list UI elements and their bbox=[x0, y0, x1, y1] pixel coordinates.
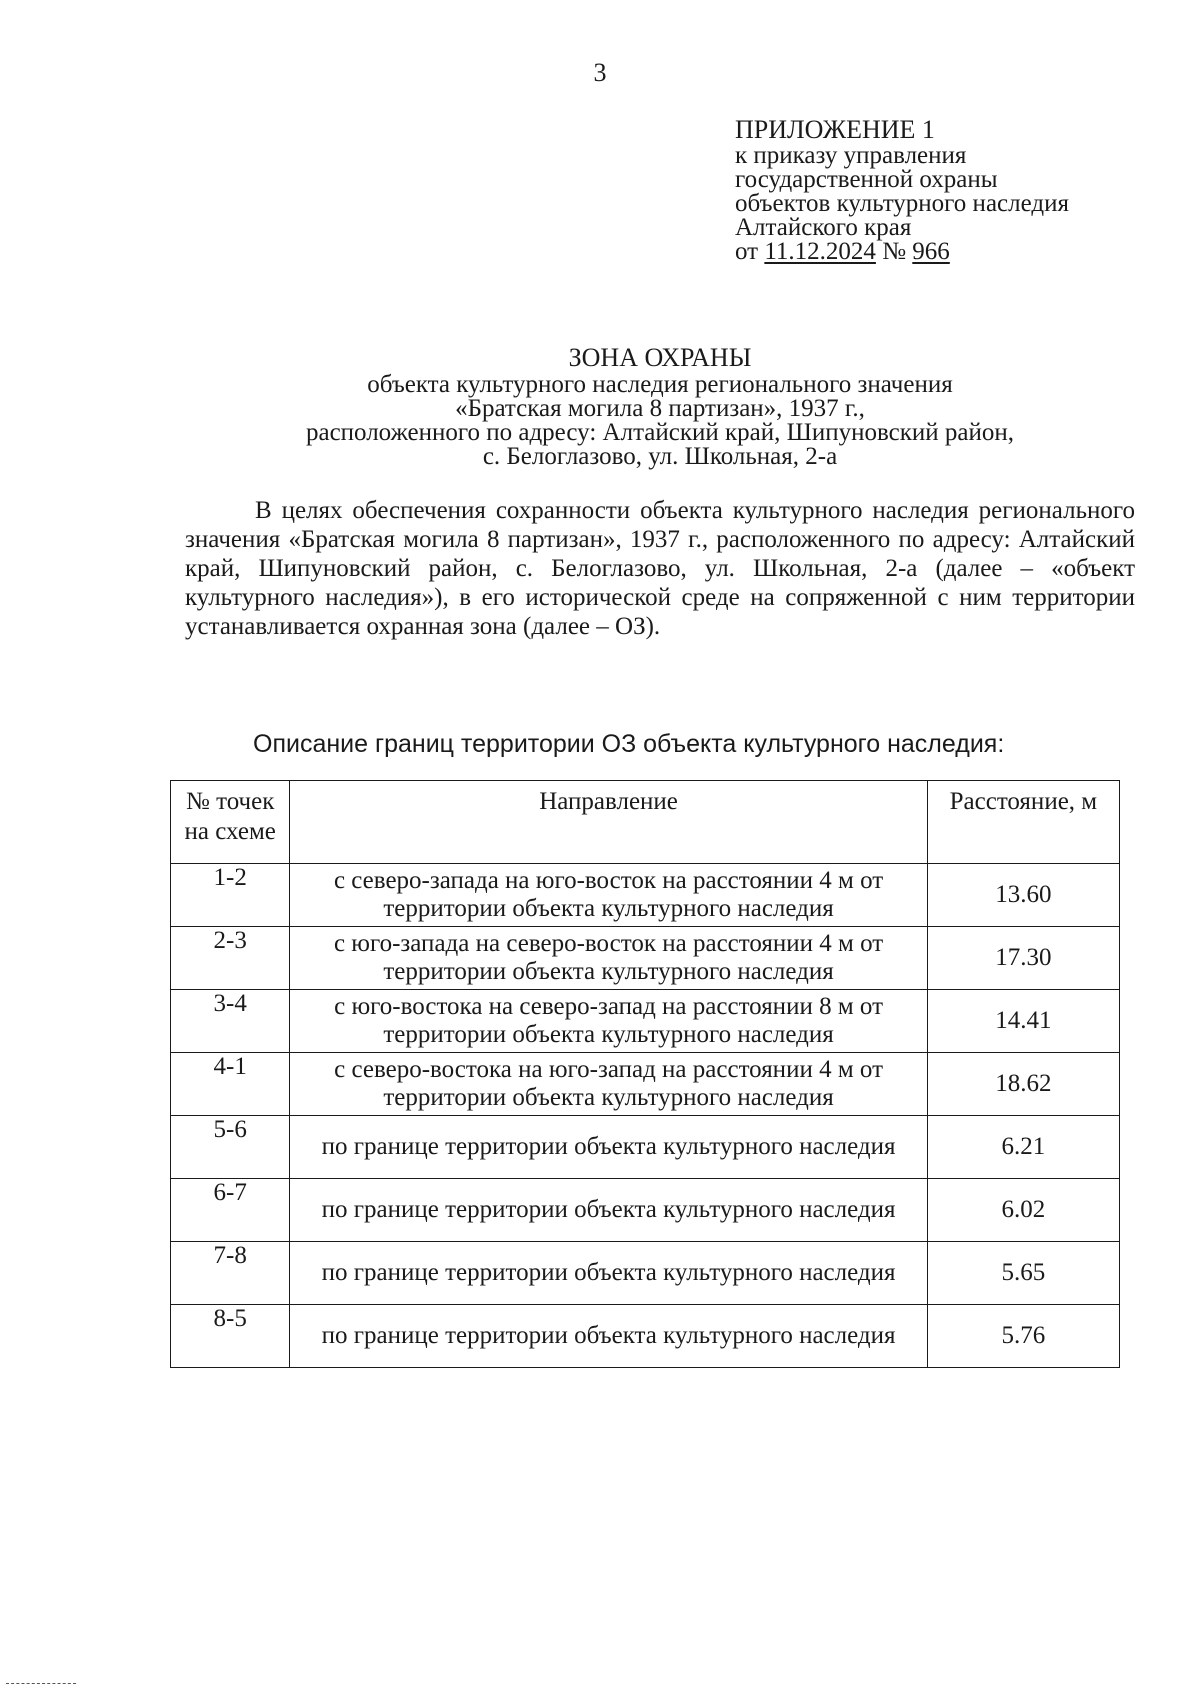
order-number: 966 bbox=[912, 238, 950, 265]
table-header-row bbox=[171, 781, 1120, 864]
number-prefix: № bbox=[882, 238, 907, 265]
table-row bbox=[171, 990, 1120, 1053]
cell-direction: по границе территории объекта культурного наследия bbox=[290, 1305, 927, 1368]
date-prefix: от bbox=[735, 238, 759, 265]
cell-direction: по границе территории объекта культурного наследия bbox=[290, 1116, 927, 1179]
appendix-line: государственной охраны bbox=[735, 166, 998, 193]
cell-points: 7-8 bbox=[171, 1242, 290, 1305]
table-row bbox=[171, 1053, 1120, 1116]
cell-direction: с северо-востока на юго-запад на расстоянии 4 м от территории объекта культурного наследия bbox=[290, 1053, 927, 1116]
cell-distance: 14.41 bbox=[927, 990, 1119, 1053]
zone-title: ЗОНА ОХРАНЫ bbox=[568, 343, 752, 372]
table-row bbox=[171, 1116, 1120, 1179]
cell-direction: по границе территории объекта культурного наследия bbox=[290, 1179, 927, 1242]
cell-distance: 6.02 bbox=[927, 1179, 1119, 1242]
cell-direction: с юго-востока на северо-запад на расстоянии 8 м от территории объекта культурного наследия bbox=[290, 990, 927, 1053]
cell-direction: с юго-запада на северо-восток на расстоянии 4 м от территории объекта культурного наследия bbox=[290, 927, 927, 990]
order-date: 11.12.2024 bbox=[764, 238, 876, 265]
cell-points: 8-5 bbox=[171, 1305, 290, 1368]
page-number: 3 bbox=[593, 58, 607, 87]
scan-artifact-line bbox=[6, 1683, 76, 1686]
zone-subtitle-line: объекта культурного наследия регионального значения bbox=[367, 371, 953, 398]
table-caption: Описание границ территории ОЗ объекта культурного наследия: bbox=[253, 730, 1005, 758]
cell-distance: 5.76 bbox=[927, 1305, 1119, 1368]
cell-distance: 6.21 bbox=[927, 1116, 1119, 1179]
cell-distance: 13.60 bbox=[927, 864, 1119, 927]
cell-distance: 17.30 bbox=[927, 927, 1119, 990]
zone-subtitle-line: «Братская могила 8 партизан», 1937 г., bbox=[455, 395, 865, 422]
table-row bbox=[171, 927, 1120, 990]
appendix-line: объектов культурного наследия bbox=[735, 190, 1069, 217]
header-points: № точек на схеме bbox=[171, 781, 290, 864]
intro-paragraph: В целях обеспечения сохранности объекта культурного наследия регионального значения «Братская могила 8 партизан», 1937 г., расположенного по адресу: Алтайский край, Шипуновский район, с. Белоглазово, ул. Школьная, 2-а (далее – «объект культурного наследия»), в его исторической среде на сопряженной с ним территории устанавливается охранная зона (далее – ОЗ). bbox=[185, 497, 1135, 640]
cell-points: 2-3 bbox=[171, 927, 290, 990]
appendix-title: ПРИЛОЖЕНИЕ 1 bbox=[735, 115, 935, 144]
appendix-line: Алтайского края bbox=[735, 214, 912, 241]
table-row bbox=[171, 1242, 1120, 1305]
table-row bbox=[171, 1305, 1120, 1368]
cell-points: 4-1 bbox=[171, 1053, 290, 1116]
header-distance: Расстояние, м bbox=[927, 781, 1119, 864]
cell-distance: 18.62 bbox=[927, 1053, 1119, 1116]
cell-points: 5-6 bbox=[171, 1116, 290, 1179]
zone-heading bbox=[180, 343, 1140, 469]
appendix-date-line bbox=[735, 240, 1175, 264]
cell-direction: с северо-запада на юго-восток на расстоянии 4 м от территории объекта культурного наследия bbox=[290, 864, 927, 927]
cell-points: 6-7 bbox=[171, 1179, 290, 1242]
header-direction: Направление bbox=[290, 781, 927, 864]
table-row bbox=[171, 864, 1120, 927]
zone-subtitle-line: с. Белоглазово, ул. Школьная, 2-а bbox=[482, 443, 838, 470]
table-row bbox=[171, 1179, 1120, 1242]
cell-distance: 5.65 bbox=[927, 1242, 1119, 1305]
cell-points: 3-4 bbox=[171, 990, 290, 1053]
zone-subtitle-line: расположенного по адресу: Алтайский край, Шипуновский район, bbox=[305, 419, 1015, 446]
appendix-block bbox=[735, 116, 1175, 264]
cell-points: 1-2 bbox=[171, 864, 290, 927]
cell-direction: по границе территории объекта культурного наследия bbox=[290, 1242, 927, 1305]
boundary-table bbox=[170, 780, 1120, 1368]
appendix-line: к приказу управления bbox=[735, 142, 967, 169]
